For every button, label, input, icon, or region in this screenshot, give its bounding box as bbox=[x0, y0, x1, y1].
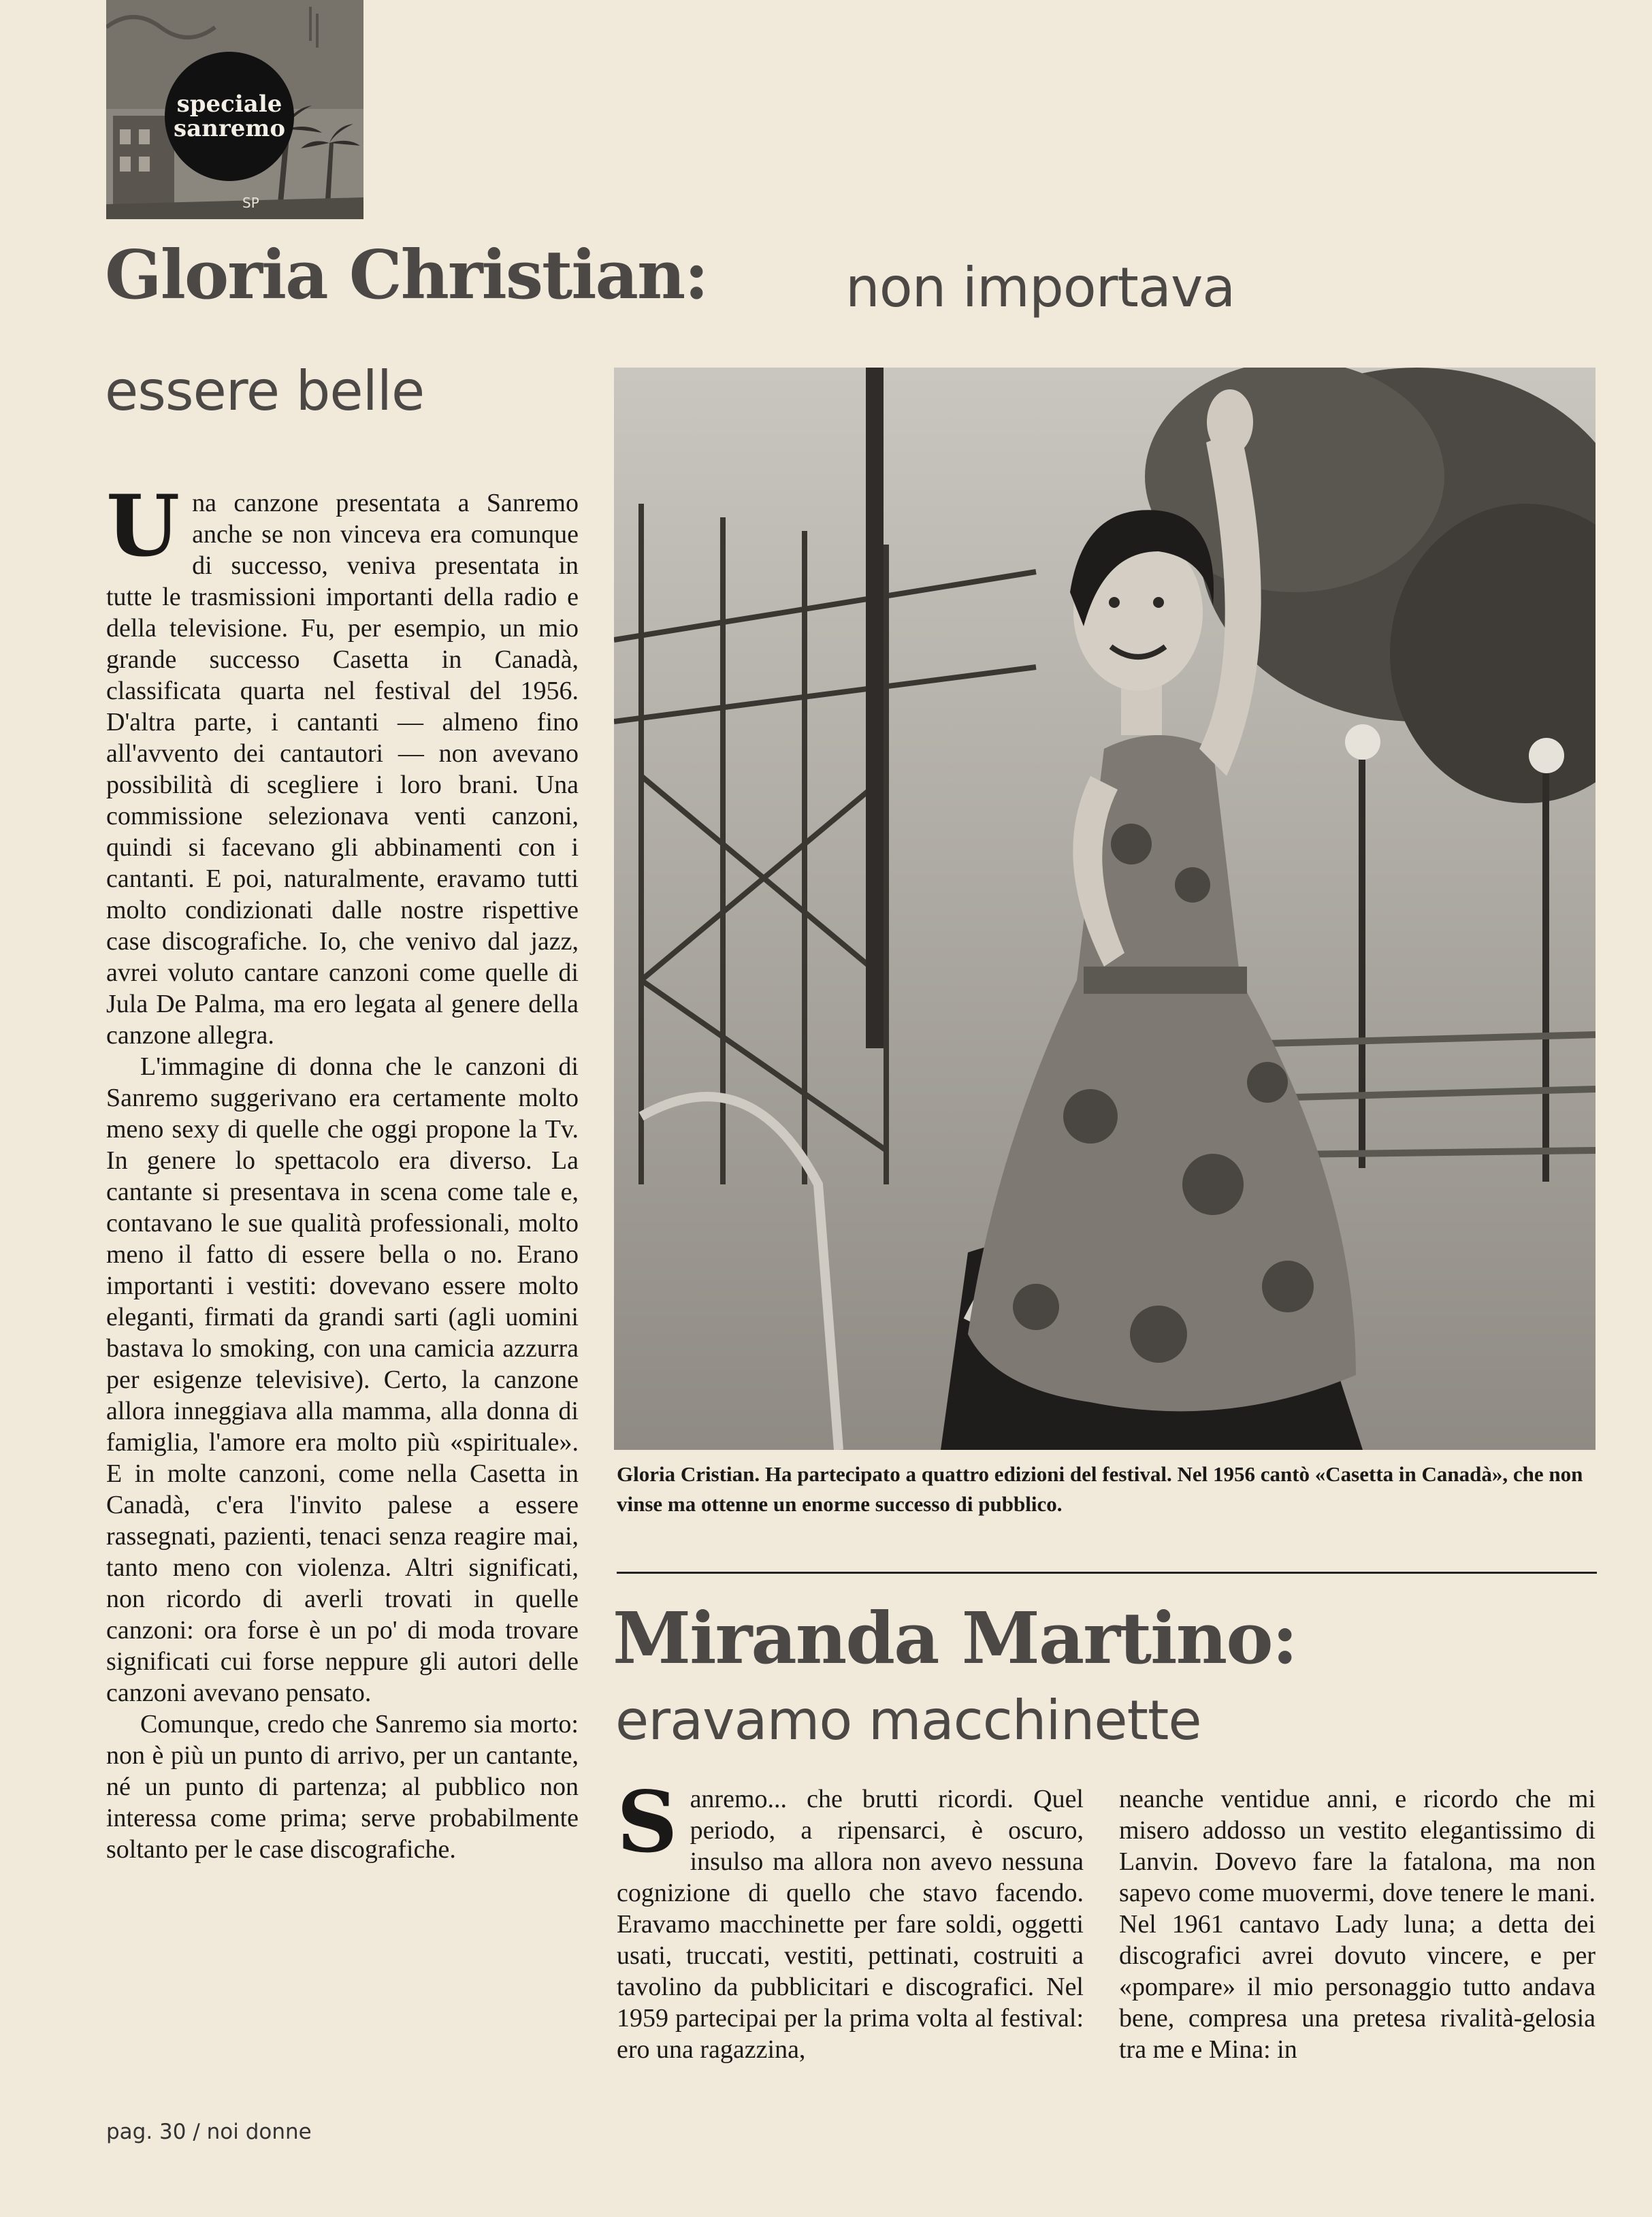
article2-title-bold: Miranda Martino: bbox=[613, 1596, 1297, 1680]
page-footer: pag. 30 / noi donne bbox=[106, 2120, 312, 2144]
logo-line-1: speciale bbox=[176, 91, 282, 118]
article1-title-light-2: essere belle bbox=[105, 359, 425, 423]
photo-illustration bbox=[614, 368, 1596, 1450]
article1-title-bold: Gloria Christian: bbox=[105, 236, 708, 314]
article1-title-light-1: non importava bbox=[845, 256, 1235, 319]
photo-caption: Gloria Cristian. Ha partecipato a quattro edizioni del festival. Nel 1956 cantò «Casetta in Canadà», che non vinse ma ottenne un enorme successo di pubblico. bbox=[617, 1462, 1583, 1516]
article2-dropcap: S bbox=[617, 1773, 678, 1872]
article1-dropcap: U bbox=[106, 477, 180, 576]
article2-col1-text: anremo... che brutti ricordi. Quel periodo, a ripensarci, è oscuro, insulso ma allora non avevo nessuna cognizione di quello che stavo facendo. Eravamo macchinette per fare soldi, oggetti usati, truccati, vestiti, pettinati, costruiti a tavolino da pubblicitari e discografici. Nel 1959 partecipai per la prima volta al festival: ero una ragazzina, bbox=[617, 1785, 1084, 2064]
logo-badge bbox=[165, 52, 294, 181]
logo-line-2: sanremo bbox=[173, 115, 286, 142]
gloria-christian-photo bbox=[614, 368, 1596, 1450]
article1-paragraph: L'immagine di donna che le canzoni di Sanremo suggerivano era certamente molto meno sexy di quelle che oggi propone la Tv. In genere lo spettacolo era diverso. La cantante si presentava in scena come tale e, contavano le sue qualità professionali, molto meno il fatto di essere bella o no. Erano importanti i vestiti: dovevano essere molto eleganti, firmati da grandi sarti (agli uomini bastava lo smoking, con una camicia azzurra per esigenze televisive). Certo, la canzone allora inneggiava alla mamma, alla donna di famiglia, l'amore era molto più «spirituale». E in molte canzoni, come nella Casetta in Canadà, c'era l'invito palese a essere rassegnati, pazienti, tenaci senza reagire mai, tanto meno con violenza. Altri significati, non ricordo di averli trovati in quelle canzoni: ora forse è un po' di moda trovare significati cui forse neppure gli autori delle canzoni avevano pensato. bbox=[106, 1052, 579, 1707]
article1-paragraph-text: na canzone presentata a Sanremo anche se non vinceva era comunque di successo, veniva presentata in tutte le trasmissioni importanti della radio e della televisione. Fu, per esempio, un mio grande successo Casetta in Canadà, classificata quarta nel festival del 1956. D'altra parte, i cantanti — almeno fino all'avvento dei cantautori — non avevano possibilità di scegliere i loro brani. Una commissione selezionava venti canzoni, quindi si facevano gli abbinamenti con i cantanti. E poi, naturalmente, eravamo tutti molto condizionati dalle nostre rispettive case discografiche. Io, che venivo dal jazz, avrei voluto cantare canzoni come quelle di Jula De Palma, ma ero legata al genere della canzone allegra. bbox=[106, 489, 579, 1050]
section-divider bbox=[617, 1572, 1597, 1574]
article2-title-light: eravamo macchinette bbox=[615, 1689, 1201, 1752]
article2-column-2 bbox=[1119, 1783, 1596, 2065]
article2-paragraph bbox=[617, 1773, 1084, 2065]
article1-body bbox=[106, 477, 579, 1865]
article1-paragraph: Comunque, credo che Sanremo sia morto: non è più un punto di arrivo, per un cantante, né un punto di partenza; al pubblico non interessa come prima; serve probabilmente soltanto per le case discografiche. bbox=[106, 1710, 579, 1864]
speciale-sanremo-logo bbox=[106, 0, 363, 219]
logo-initials: SP bbox=[242, 195, 259, 211]
article2-column-1 bbox=[617, 1773, 1084, 2065]
article1-paragraph bbox=[106, 477, 579, 1051]
article2-col2-text: neanche ventidue anni, e ricordo che mi misero addosso un vestito elegantissimo di Lanvin. Dovevo fare la fatalona, ma non sapevo come muovermi, dove tenere le mani. Nel 1961 cantavo Lady luna; a detta dei discografici avrei dovuto vincere, e per «pompare» il mio personaggio tutto andava bene, compresa una pretesa rivalità-gelosia tra me e Mina: in bbox=[1119, 1785, 1596, 2064]
